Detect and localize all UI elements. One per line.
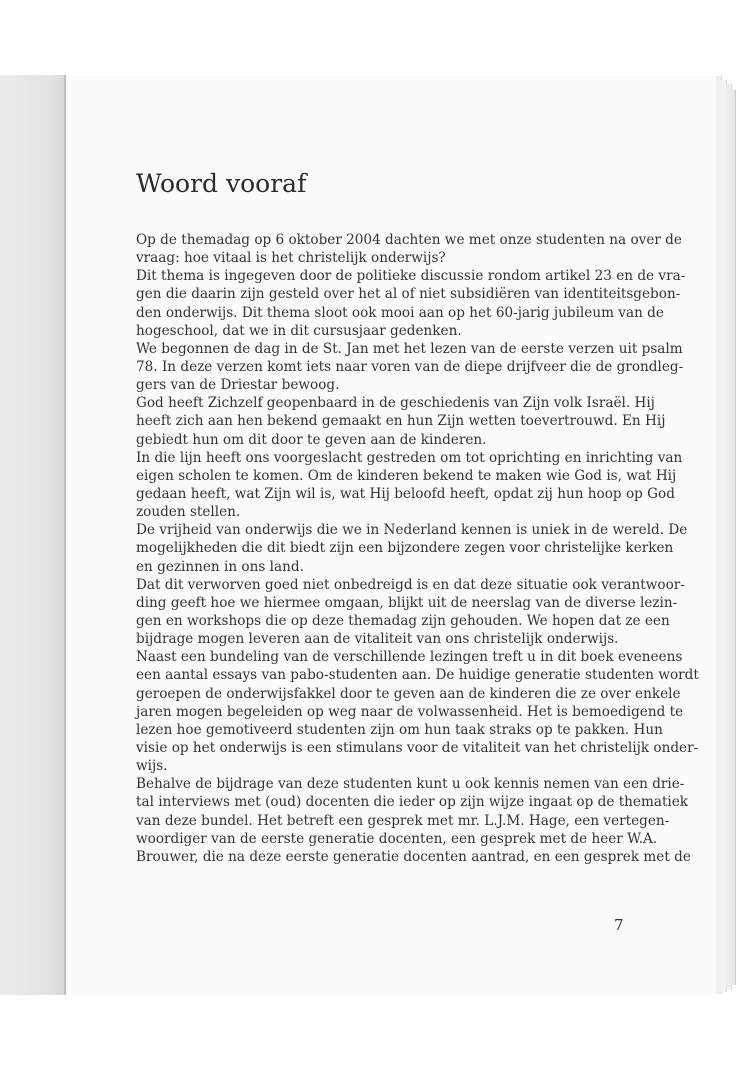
text-line: geroepen de onderwijsfakkel door te geven aan de kinderen die ze over enkele [136,685,681,702]
text-line: Op de themadag op 6 oktober 2004 dachten we met onze studenten na over de [136,232,682,248]
text-line: bijdrage mogen leveren aan de vitaliteit van ons christelijk onderwijs. [136,631,619,648]
text-line: Behalve de bijdrage van deze studenten kunt u ook kennis nemen van een drie- [136,776,685,793]
page-title: Woord vooraf [136,169,307,198]
text-line: Naast een bundeling van de verschillende lezingen treft u in dit boek eveneens [136,649,683,666]
text-line: jaren mogen begeleiden op weg naar de volwassenheid. Het is bemoedigend te [136,703,684,720]
text-line: God heeft Zichzelf geopenbaard in de geschiedenis van Zijn volk Israël. Hij [136,395,655,412]
text-line: lezen hoe gemotiveerd studenten zijn om hun taak straks op te pakken. Hun [136,721,663,738]
text-line: vraag: hoe vitaal is het christelijk onderwijs? [136,250,446,267]
text-line: woordiger van de eerste generatie docenten, een gesprek met de heer W.A. [136,830,658,847]
text-line: gers van de Driestar bewoog. [136,377,340,394]
text-line: heeft zich aan hen bekend gemaakt en hun Zijn wetten toevertrouwd. En Hij [136,413,666,430]
page-number: 7 [614,916,624,934]
text-line: Dit thema is ingegeven door de politieke discussie rondom artikel 23 en de vra- [136,268,686,285]
text-line: Brouwer, die na deze eerste generatie docenten aantrad, en een gesprek met de [136,848,691,865]
page-edge [731,90,736,985]
text-line: visie op het onderwijs is een stimulans voor de vitaliteit van het christelijk onder- [136,739,699,756]
text-line: hogeschool, dat we in dit cursusjaar gedenken. [136,322,462,339]
text-line: gen die daarin zijn gesteld over het al of niet subsidiëren van identiteitsgebon- [136,286,681,303]
previous-page-edge [0,75,66,995]
text-line: gen en workshops die op deze themadag zijn gehouden. We hopen dat ze een [136,612,670,629]
text-line: De vrijheid van onderwijs die we in Nederland kennen is uniek in de wereld. De [136,522,688,539]
text-line: zouden stellen. [136,504,241,521]
body-text [136,231,699,866]
text-line: gedaan heeft, wat Zijn wil is, wat Hij beloofd heeft, opdat zij hun hoop op God [136,485,675,502]
text-line: In die lijn heeft ons voorgeslacht gestreden om tot oprichting en inrichting van [136,449,683,466]
text-line: We begonnen de dag in de St. Jan met het lezen van de eerste verzen uit psalm [136,340,683,357]
text-line: ding geeft hoe we hiermee omgaan, blijkt uit de neerslag van de diverse lezin- [136,594,678,611]
text-line: een aantal essays van pabo-studenten aan. De huidige generatie studenten wordt [136,667,699,684]
text-line: gebiedt hun om dit door te geven aan de kinderen. [136,431,487,448]
text-line: tal interviews met (oud) docenten die ieder op zijn wijze ingaat op de thematiek [136,794,689,811]
text-line: eigen scholen te komen. Om de kinderen bekend te maken wie God is, wat Hij [136,467,677,484]
text-line: wijs. [136,758,168,775]
text-line: Dat dit verworven goed niet onbedreigd is en dat deze situatie ook verantwoor- [136,576,685,593]
text-line: en gezinnen in ons land. [136,558,304,575]
text-line: 78. In deze verzen komt iets naar voren van de diepe drijfveer die de grondleg- [136,358,684,375]
text-line: mogelijkheden die dit biedt zijn een bijzondere zegen voor christelijke kerken [136,540,674,557]
text-line: van deze bundel. Het betreft een gesprek met mr. L.J.M. Hage, een vertegen- [136,812,670,829]
text-line: den onderwijs. Dit thema sloot ook mooi aan op het 60-jarig jubileum van de [136,304,664,321]
